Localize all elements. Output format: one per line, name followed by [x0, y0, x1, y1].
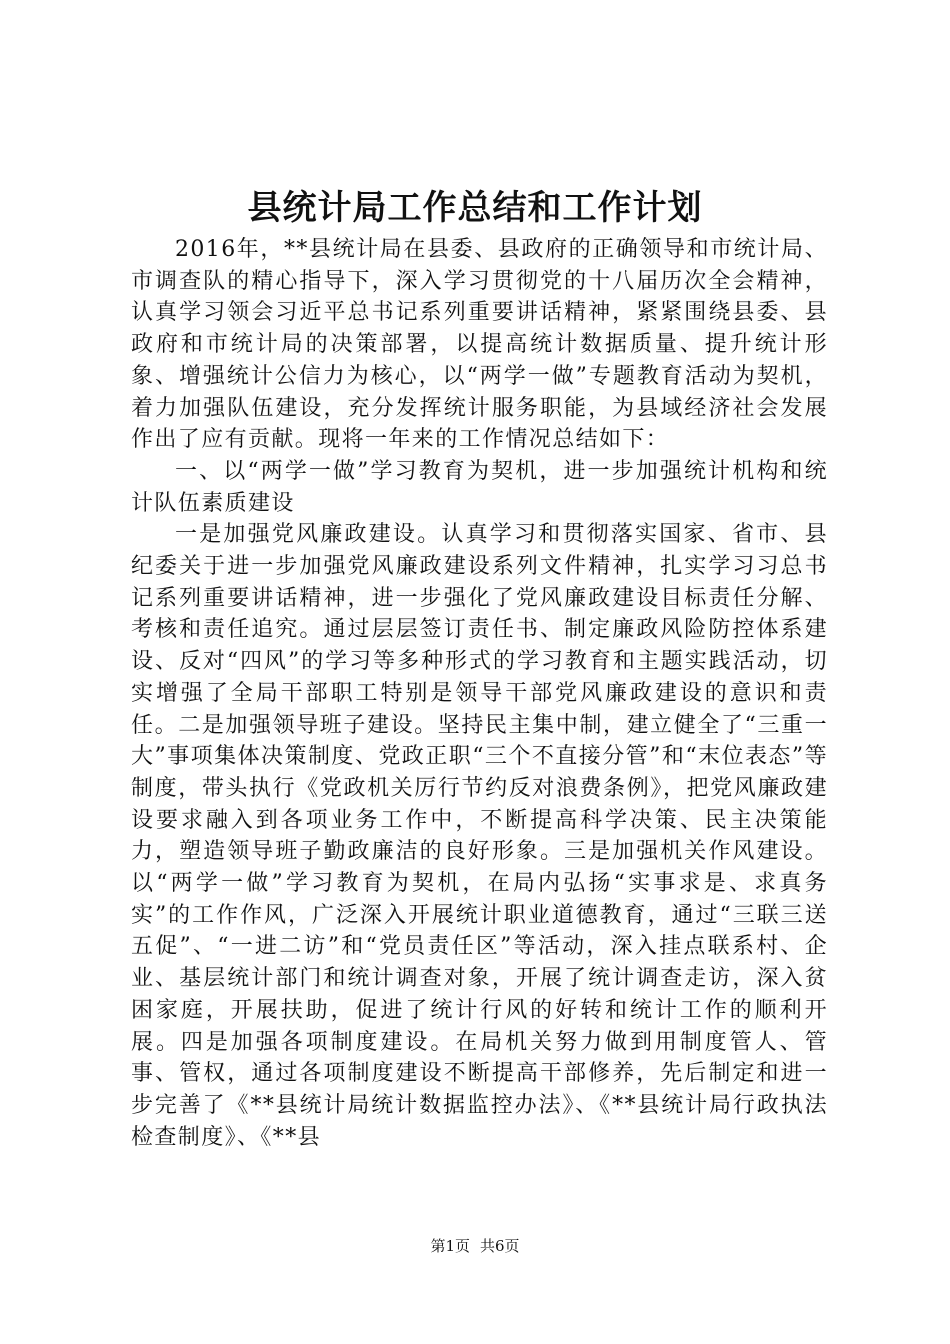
page-number: 第1页: [430, 1237, 470, 1255]
page-total: 共6页: [480, 1237, 520, 1255]
document-body: [131, 234, 828, 1153]
section-heading: 一、以“两学一做”学习教育为契机，进一步加强统计机构和统计队伍素质建设: [131, 458, 828, 516]
intro-paragraph: 2016年，**县统计局在县委、县政府的正确领导和市统计局、市调查队的精心指导下，深入学习贯彻党的十八届历次全会精神，认真学习领会习近平总书记系列重要讲话精神，紧紧围绕县委、县政府和市统计局的决策部署，以提高统计数据质量、提升统计形象、增强统计公信力为核心，以“两学一做”专题教育活动为契机，着力加强队伍建设，充分发挥统计服务职能，为县域经济社会发展作出了应有贡献。现将一年来的工作情况总结如下：: [131, 237, 828, 453]
page-footer: [0, 1236, 950, 1256]
document-title: 县统计局工作总结和工作计划: [247, 188, 703, 228]
body-paragraph: 一是加强党风廉政建设。认真学习和贯彻落实国家、省市、县纪委关于进一步加强党风廉政建设系列文件精神，扎实学习习总书记系列重要讲话精神，进一步强化了党风廉政建设目标责任分解、考核和责任追究。通过层层签订责任书、制定廉政风险防控体系建设、反对“四风”的学习等多种形式的学习教育和主题实践活动，切实增强了全局干部职工特别是领导干部党风廉政建设的意识和责任。二是加强领导班子建设。坚持民主集中制，建立健全了“三重一大”事项集体决策制度、党政正职“三个不直接分管”和“末位表态”等制度，带头执行《党政机关厉行节约反对浪费条例》，把党风廉政建设要求融入到各项业务工作中，不断提高科学决策、民主决策能力，塑造领导班子勤政廉洁的良好形象。三是加强机关作风建设。以“两学一做”学习教育为契机，在局内弘扬“实事求是、求真务实”的工作作风，广泛深入开展统计职业道德教育，通过“三联三送五促”、“一进二访”和“党员责任区”等活动，深入挂点联系村、企业、基层统计部门和统计调查对象，开展了统计调查走访，深入贫困家庭，开展扶助，促进了统计行风的好转和统计工作的顺利开展。四是加强各项制度建设。在局机关努力做到用制度管人、管事、管权，通过各项制度建设不断提高干部修养，先后制定和进一步完善了《**县统计局统计数据监控办法》、《**县统计局行政执法检查制度》、《**县: [131, 522, 828, 1150]
